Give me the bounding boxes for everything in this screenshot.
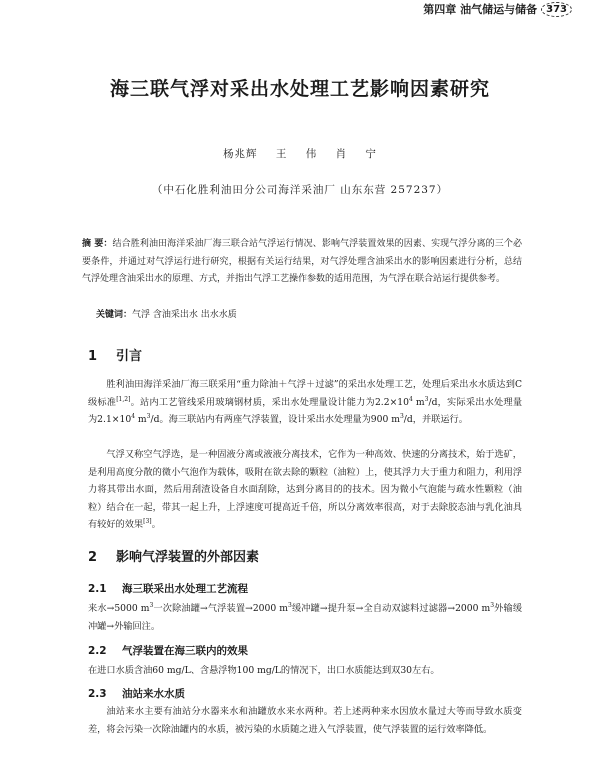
section-title: 引言	[116, 349, 143, 364]
keywords	[96, 307, 516, 323]
keywords-label: 关键词：	[96, 310, 133, 320]
section-number: 1	[88, 349, 98, 364]
text-run: m	[135, 414, 147, 425]
superscript: 3	[146, 412, 151, 420]
text-run: m	[412, 396, 425, 408]
subsection-number: 2.2	[88, 645, 107, 657]
text-run: /d，并联运行。	[403, 414, 468, 425]
text-run: /d。海三联站内有两座气浮装置，设计采出水处理量为900 m	[150, 414, 400, 425]
intro-paragraph-1	[88, 376, 522, 429]
subsection-title: 油站来水水质	[122, 688, 185, 700]
text-run: 。站内工艺管线采用玻璃钢材质，采出水处理量设计能力为2.2×10	[130, 396, 409, 408]
superscript: 3	[399, 412, 404, 420]
text-run: 外输缓冲罐→外输回注。	[88, 603, 523, 632]
section-number: 2	[88, 550, 98, 565]
section-heading-2	[88, 546, 259, 565]
keywords-text: 气浮 含油采出水 出水水质	[132, 310, 237, 320]
superscript: 3	[490, 601, 495, 609]
abstract	[82, 236, 522, 289]
citation: [1,2]	[116, 395, 131, 403]
paper-title: 海三联气浮对采出水处理工艺影响因素研究	[109, 78, 490, 100]
abstract-label: 摘 要：	[82, 239, 113, 249]
subsection-title: 海三联采出水处理工艺流程	[122, 583, 248, 595]
affiliation: （中石化胜利油田分公司海洋采油厂 山东东营 257237）	[151, 184, 449, 196]
chapter-title: 第四章 油气储运与储备	[423, 3, 538, 16]
text-run: 缓冲罐→提升泵→全自动双滤料过滤器→2000 m	[291, 603, 491, 614]
citation: [3]	[143, 517, 152, 525]
superscript: 3	[287, 601, 292, 609]
text-run: 气浮又称空气浮选，是一种固液分离或液液分离技术，它作为一种高效、快速的分离技术，始于选矿，是利用高度分散的微小气泡作为载体，吸附在欲去除的颗粒（油粒）上，使其浮力大于重力和阻力，利用浮力将其带出水面，然后用刮渣设备自水面刮除，达到分离目的的技术。因为微小气泡能与疏水性颗粒（油粒）结合在一起，带其一起上升，上浮速度可提高近千倍，所以分离效率很高，对于去除胶态油与乳化油具有较好的效果	[88, 449, 522, 530]
running-head	[423, 1, 572, 17]
text-run: /d，实际采出水处理量为2.1×10	[88, 396, 523, 425]
subsection-title: 气浮装置在海三联内的效果	[122, 645, 248, 657]
effect-paragraph: 在进口水质含油60 mg/L、含悬浮物100 mg/L的情况下，出口水质能达到双30左右。	[88, 665, 440, 676]
section-heading-1	[88, 345, 142, 364]
process-flow-paragraph	[88, 600, 522, 635]
authors: 杨兆辉 王 伟 肖 宁	[223, 148, 377, 160]
page-number: 373	[541, 2, 572, 17]
subsection-number: 2.1	[88, 583, 107, 595]
text-run: 。	[151, 519, 161, 530]
abstract-text: 结合胜利油田海洋采油厂海三联合站气浮运行情况、影响气浮装置效果的因素、实现气浮分离的三个必要条件，并通过对气浮运行进行研究，根据有关运行结果，对气浮处理含油采出水的影响因素进行分析，总结气浮处理含油采出水的原理、方式，并指出气浮工艺操作参数的适用范围，为气浮在联合站运行提供参考。	[82, 239, 522, 284]
subsection-number: 2.3	[88, 688, 107, 700]
superscript: 4	[131, 412, 136, 420]
subsection-heading-2-3	[88, 686, 185, 701]
inflow-quality-paragraph: 油站来水主要有油站分水器来水和油罐放水来水两种。若上述两种来水因放水量过大等而导致水质变差，将会污染一次除油罐内的水质，被污染的水质随之进入气浮装置，使气浮装置的运行效率降低。	[88, 706, 522, 735]
subsection-heading-2-1	[88, 581, 248, 596]
superscript: 3	[424, 395, 429, 403]
superscript: 4	[408, 395, 413, 403]
intro-paragraph-2	[88, 446, 522, 534]
section-title: 影响气浮装置的外部因素	[116, 550, 260, 565]
text-run: 来水→5000 m	[88, 603, 150, 614]
subsection-heading-2-2	[88, 643, 248, 658]
text-run: 一次除油罐→气浮装置→2000 m	[153, 603, 288, 614]
text-run: 胜利油田海洋采油厂海三联采用“重力除油＋气浮＋过滤”的采出水处理工艺，处理后采出水水质达到C级标准	[88, 379, 522, 408]
superscript: 3	[149, 601, 154, 609]
